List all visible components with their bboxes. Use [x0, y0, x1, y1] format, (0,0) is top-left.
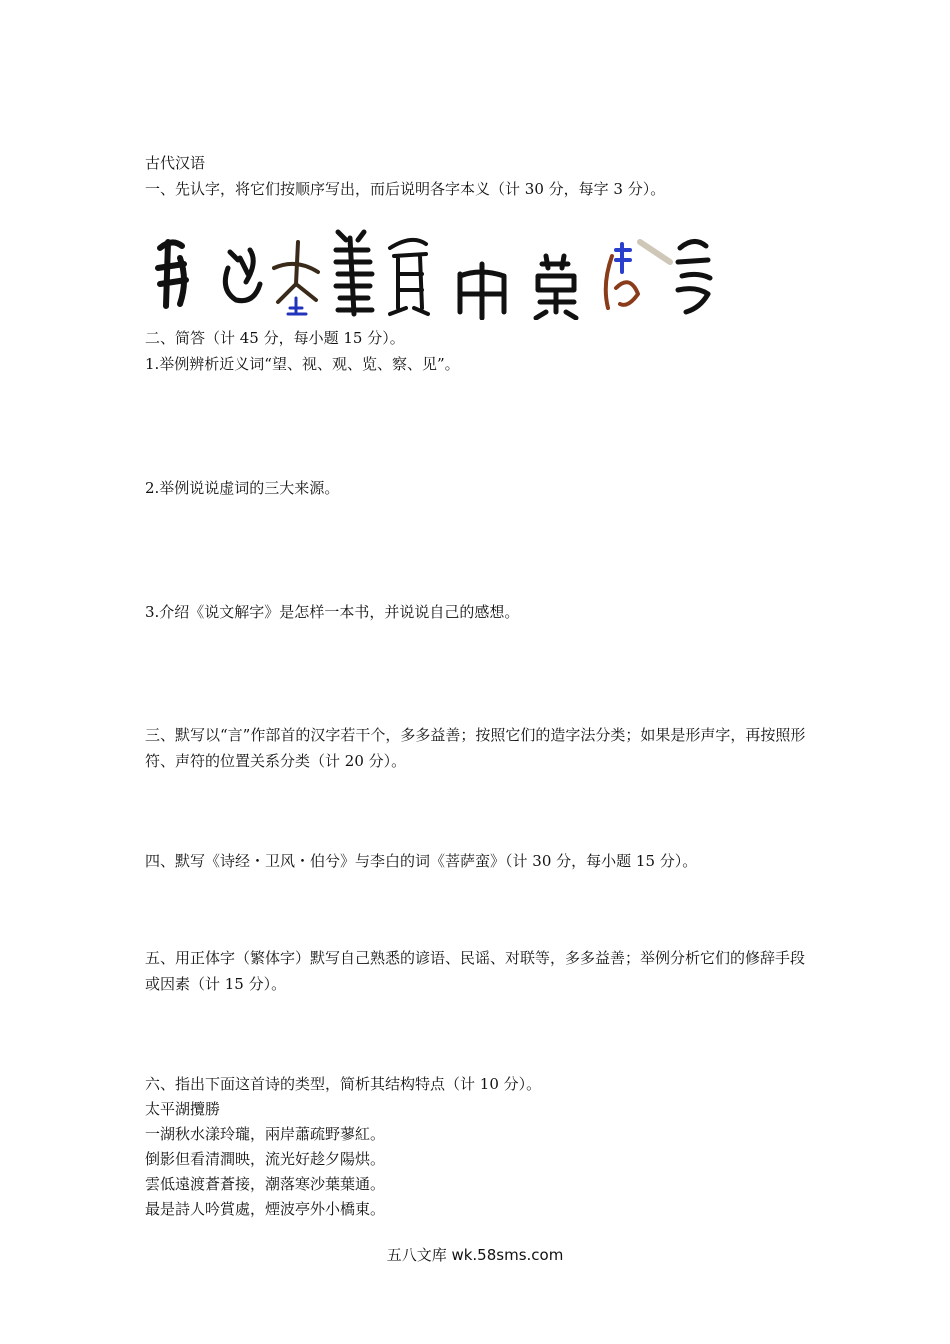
question-2: 二、简答（计 45 分，每小题 15 分）。 [145, 329, 405, 347]
ancient-glyph-7-icon [536, 256, 576, 318]
question-2-item-3: 3.介绍《说文解字》是怎样一本书，并说说自己的感想。 [145, 603, 520, 621]
question-1: 一、先认字，将它们按顺序写出，而后说明各字本义（计 30 分，每字 3 分）。 [145, 180, 666, 198]
ancient-glyph-3-icon [274, 242, 318, 314]
question-5: 五、用正体字（繁体字）默写自己熟悉的谚语、民谣、对联等，多多益善；举例分析它们的修辞手段或因素（计 15 分）。 [145, 949, 806, 993]
poem-title: 太平湖攬勝 [145, 1100, 221, 1118]
document-title: 古代汉语 [145, 154, 206, 172]
ancient-glyph-2-icon [225, 250, 260, 301]
question-4: 四、默写《诗经・卫风・伯兮》与李白的词《菩萨蛮》（计 30 分，每小题 15 分）。 [145, 852, 698, 870]
ancient-glyph-9-icon [678, 241, 710, 312]
poem-line: 倒影但看清澗映，流光好趁夕陽烘。 [145, 1150, 386, 1168]
question-3: 三、默写以“言”作部首的汉字若干个，多多益善；按照它们的造字法分类；如果是形声字，再按照形符、声符的位置关系分类（计 20 分）。 [145, 726, 806, 770]
ancient-glyph-6-icon [460, 264, 504, 318]
ancient-glyph-8-icon [606, 242, 670, 308]
question-2-item-1: 1.举例辨析近义词“望、视、观、览、察、见”。 [145, 355, 460, 373]
poem-line: 雲低遠渡蒼蒼接，潮落寒沙葉葉通。 [145, 1175, 386, 1193]
ancient-glyph-1-icon [158, 242, 186, 306]
ancient-glyph-5-icon [390, 240, 428, 314]
poem-line: 一湖秋水漾玲瓏，兩岸蕭疏野蓼紅。 [145, 1125, 386, 1143]
ancient-glyph-4-icon [336, 232, 372, 314]
question-6: 六、指出下面这首诗的类型，简析其结构特点（计 10 分）。 [145, 1075, 542, 1093]
poem-line: 最是詩人吟賞處，煙波亭外小橋東。 [145, 1200, 386, 1218]
footer-watermark: 五八文库 wk.58sms.com [386, 1246, 564, 1264]
ancient-characters-strip [150, 228, 720, 320]
question-2-item-2: 2.举例说说虚词的三大来源。 [145, 479, 340, 497]
